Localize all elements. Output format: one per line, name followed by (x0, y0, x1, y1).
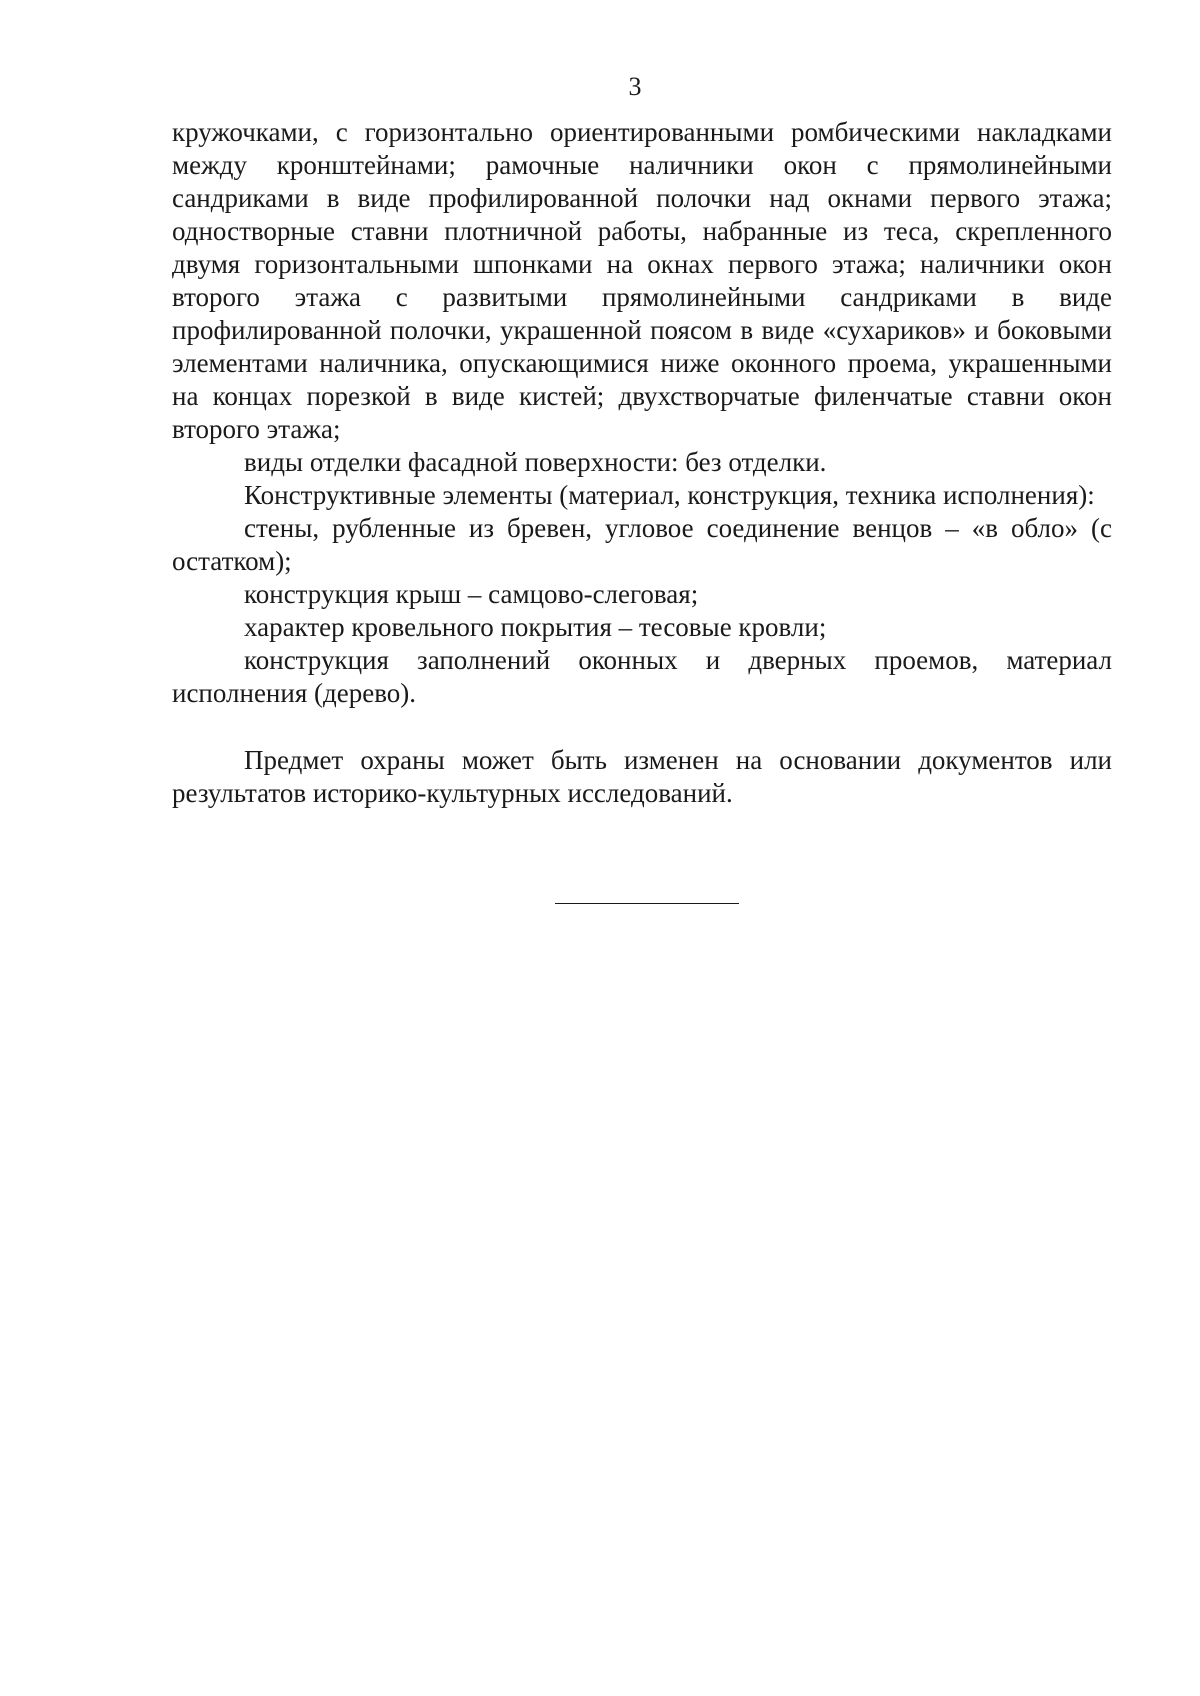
paragraph-decor-elements: кружочками, с горизонтально ориентированными ромбическими накладками между кронштейнами; рамочные наличники окон с прямолинейными сандриками в виде профилированной полочки над окнами первого этажа; одностворные ставни плотничной работы, набранные из теса, скрепленного двумя горизонтальными шпонками на окнах первого этажа; наличники окон второго этажа с развитыми прямолинейными сандриками в виде профилированной полочки, украшенной поясом в виде «сухариков» и боковыми элементами наличника, опускающимися ниже оконного проема, украшенными на концах порезкой в виде кистей; двухстворчатые филенчатые ставни окон второго этажа; (172, 117, 1112, 444)
page-number: 3 (628, 72, 642, 101)
paragraph-roof-structure: конструкция крыш – самцово-слеговая; (244, 579, 699, 609)
paragraph-facade-finish: виды отделки фасадной поверхности: без отделки. (244, 447, 827, 477)
separator-line (555, 903, 739, 904)
document-body (172, 116, 1112, 810)
paragraph-openings: конструкция заполнений оконных и дверных проемов, материал исполнения (дерево). (172, 645, 1112, 708)
paragraph-protection-note: Предмет охраны может быть изменен на основании документов или результатов историко-культурных исследований. (172, 745, 1112, 808)
paragraph-structural-elements: Конструктивные элементы (материал, конструкция, техника исполнения): (244, 480, 1095, 510)
paragraph-roof-covering: характер кровельного покрытия – тесовые кровли; (244, 612, 827, 642)
paragraph-walls: стены, рубленные из бревен, угловое соединение венцов – «в обло» (с остатком); (172, 513, 1112, 576)
